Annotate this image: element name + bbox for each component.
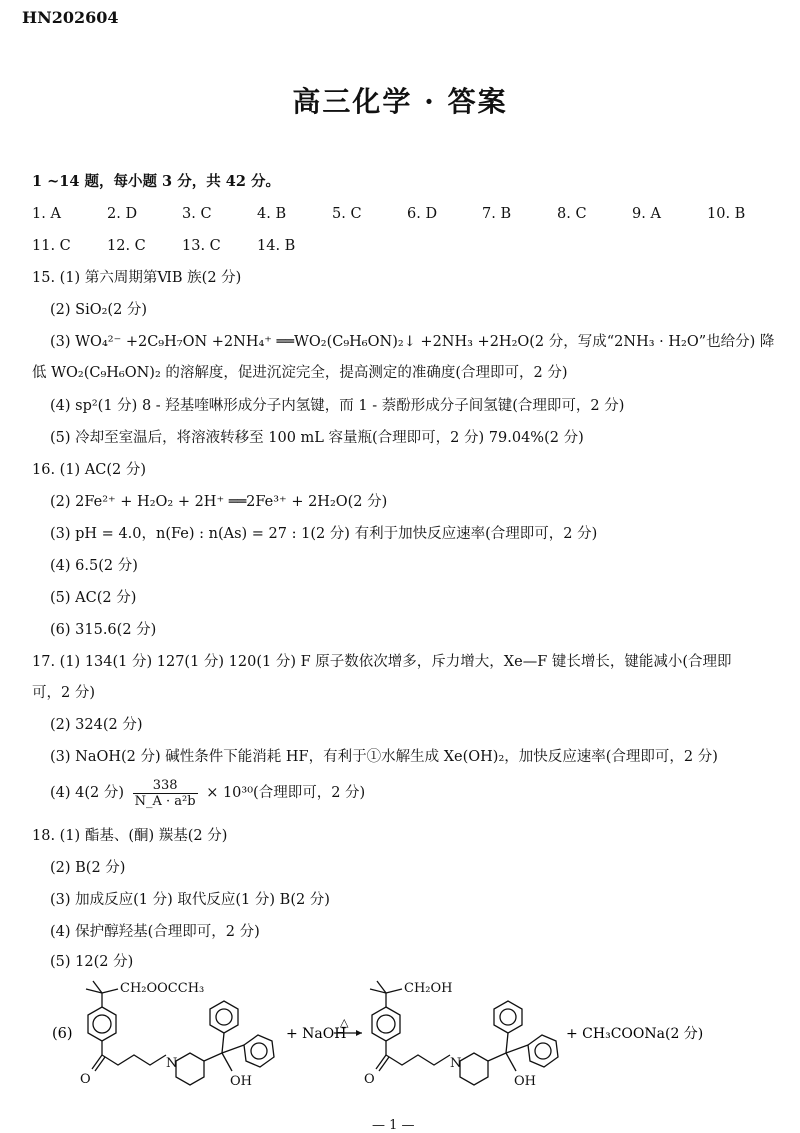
q16-part-2: (2) 2Fe²⁺ + H₂O₂ + 2H⁺ ══2Fe³⁺ + 2H₂O(2 分) bbox=[50, 494, 388, 510]
density-fraction bbox=[133, 778, 198, 809]
mc-answer: 3. C bbox=[182, 206, 212, 222]
q17-part-4 bbox=[50, 776, 365, 810]
q15-part-4: (4) sp²(1 分) 8 - 羟基喹啉形成分子内氢键，而 1 - 萘酚形成分子间氢键(合理即可，2 分) bbox=[50, 398, 625, 414]
q15-part-3-continued: 低 WO₂(C₉H₆ON)₂ 的溶解度，促进沉淀完全，提高测定的准确度(合理即可，2 分) bbox=[32, 365, 568, 381]
naoh-reagent: + NaOH bbox=[286, 1026, 347, 1042]
q18-part-1: 18. (1) 酯基、(酮) 羰基(2 分) bbox=[32, 828, 228, 844]
q17-part-1: 17. (1) 134(1 分) 127(1 分) 120(1 分) F 原子数依次增多，斥力增大，Xe—F 键长增长，键能减小(合理即 bbox=[32, 654, 732, 670]
piperidine-ring bbox=[176, 1053, 204, 1085]
reactant-nitrogen: N bbox=[166, 1056, 178, 1071]
benzene-ring bbox=[88, 1007, 116, 1041]
product-hydroxyl: OH bbox=[514, 1074, 536, 1089]
q17-part-3: (3) NaOH(2 分) 碱性条件下能消耗 HF，有利于①水解生成 Xe(OH)₂，加快反应速率(合理即可，2 分) bbox=[50, 749, 718, 765]
reactant-hydroxyl: OH bbox=[230, 1074, 252, 1089]
q16-part-1: 16. (1) AC(2 分) bbox=[32, 462, 147, 478]
page-number: — 1 — bbox=[372, 1118, 415, 1133]
mc-answer: 2. D bbox=[107, 206, 138, 222]
phenyl-ring-2 bbox=[244, 1035, 274, 1067]
q15-part-3: (3) WO₄²⁻ +2C₉H₇ON +2NH₄⁺ ══WO₂(C₉H₆ON)₂↓ +2NH₃ +2H₂O(2 分，写成“2NH₃ · H₂O”也给分) 降 bbox=[50, 334, 775, 350]
mc-answer: 14. B bbox=[257, 238, 296, 254]
mc-answers-row-1 bbox=[32, 204, 782, 224]
mc-answer: 9. A bbox=[632, 206, 661, 222]
q17-part-2: (2) 324(2 分) bbox=[50, 717, 143, 733]
piperidine-ring bbox=[460, 1053, 488, 1085]
mc-answer: 8. C bbox=[557, 206, 587, 222]
q15-part-2: (2) SiO₂(2 分) bbox=[50, 302, 148, 318]
q17-part-4-label: (4) 4(2 分) bbox=[50, 785, 125, 801]
product-ketone-o: O bbox=[364, 1072, 375, 1087]
page-title: 高三化学 · 答案 bbox=[292, 85, 508, 118]
q16-part-3: (3) pH = 4.0，n(Fe) : n(As) = 27 : 1(2 分) 有利于加快反应速率(合理即可，2 分) bbox=[50, 526, 598, 542]
mc-answer: 5. C bbox=[332, 206, 362, 222]
exam-code: HN202604 bbox=[22, 8, 119, 27]
product-substituent: CH₂OH bbox=[404, 981, 453, 996]
heat-symbol: △ bbox=[340, 1016, 349, 1029]
product-nitrogen: N bbox=[450, 1056, 462, 1071]
phenyl-ring-2 bbox=[528, 1035, 558, 1067]
q16-part-5: (5) AC(2 分) bbox=[50, 590, 137, 606]
q15-part-1: 15. (1) 第六周期第ⅥB 族(2 分) bbox=[32, 270, 242, 286]
reaction-scheme bbox=[0, 975, 800, 1115]
reactant-structure bbox=[86, 981, 274, 1085]
mc-answer: 13. C bbox=[182, 238, 221, 254]
fraction-numerator: 338 bbox=[133, 778, 198, 794]
mc-answer: 7. B bbox=[482, 206, 512, 222]
q18-part-5: (5) 12(2 分) bbox=[50, 954, 134, 970]
mc-answer: 10. B bbox=[707, 206, 746, 222]
mc-answer: 11. C bbox=[32, 238, 71, 254]
mc-intro: 1 ~14 题，每小题 3 分，共 42 分。 bbox=[32, 173, 280, 190]
q15-part-5: (5) 冷却至室温后，将溶液转移至 100 mL 容量瓶(合理即可，2 分) 79.04%(2 分) bbox=[50, 430, 584, 446]
mc-answers-row-2 bbox=[32, 236, 332, 256]
mc-answer: 12. C bbox=[107, 238, 146, 254]
byproduct: + CH₃COONa(2 分) bbox=[566, 1026, 704, 1042]
benzene-ring bbox=[372, 1007, 400, 1041]
reactant-ketone-o: O bbox=[80, 1072, 91, 1087]
q17-part-1-continued: 可，2 分) bbox=[32, 685, 95, 701]
q16-part-6: (6) 315.6(2 分) bbox=[50, 622, 157, 638]
q18-part-3: (3) 加成反应(1 分) 取代反应(1 分) B(2 分) bbox=[50, 892, 330, 908]
q17-part-4-tail: × 10³⁰(合理即可，2 分) bbox=[206, 785, 366, 801]
mc-answer: 6. D bbox=[407, 206, 438, 222]
phenyl-ring-1 bbox=[210, 1001, 238, 1033]
q18-part-6-label: (6) bbox=[52, 1026, 73, 1042]
reactant-substituent: CH₂OOCCH₃ bbox=[120, 981, 205, 996]
mc-answer: 1. A bbox=[32, 206, 61, 222]
product-structure bbox=[370, 981, 558, 1085]
q18-part-2: (2) B(2 分) bbox=[50, 860, 126, 876]
mc-answer: 4. B bbox=[257, 206, 287, 222]
q16-part-4: (4) 6.5(2 分) bbox=[50, 558, 138, 574]
fraction-denominator: N_A · a²b bbox=[134, 793, 196, 809]
q18-part-4: (4) 保护醇羟基(合理即可，2 分) bbox=[50, 924, 260, 940]
phenyl-ring-1 bbox=[494, 1001, 522, 1033]
